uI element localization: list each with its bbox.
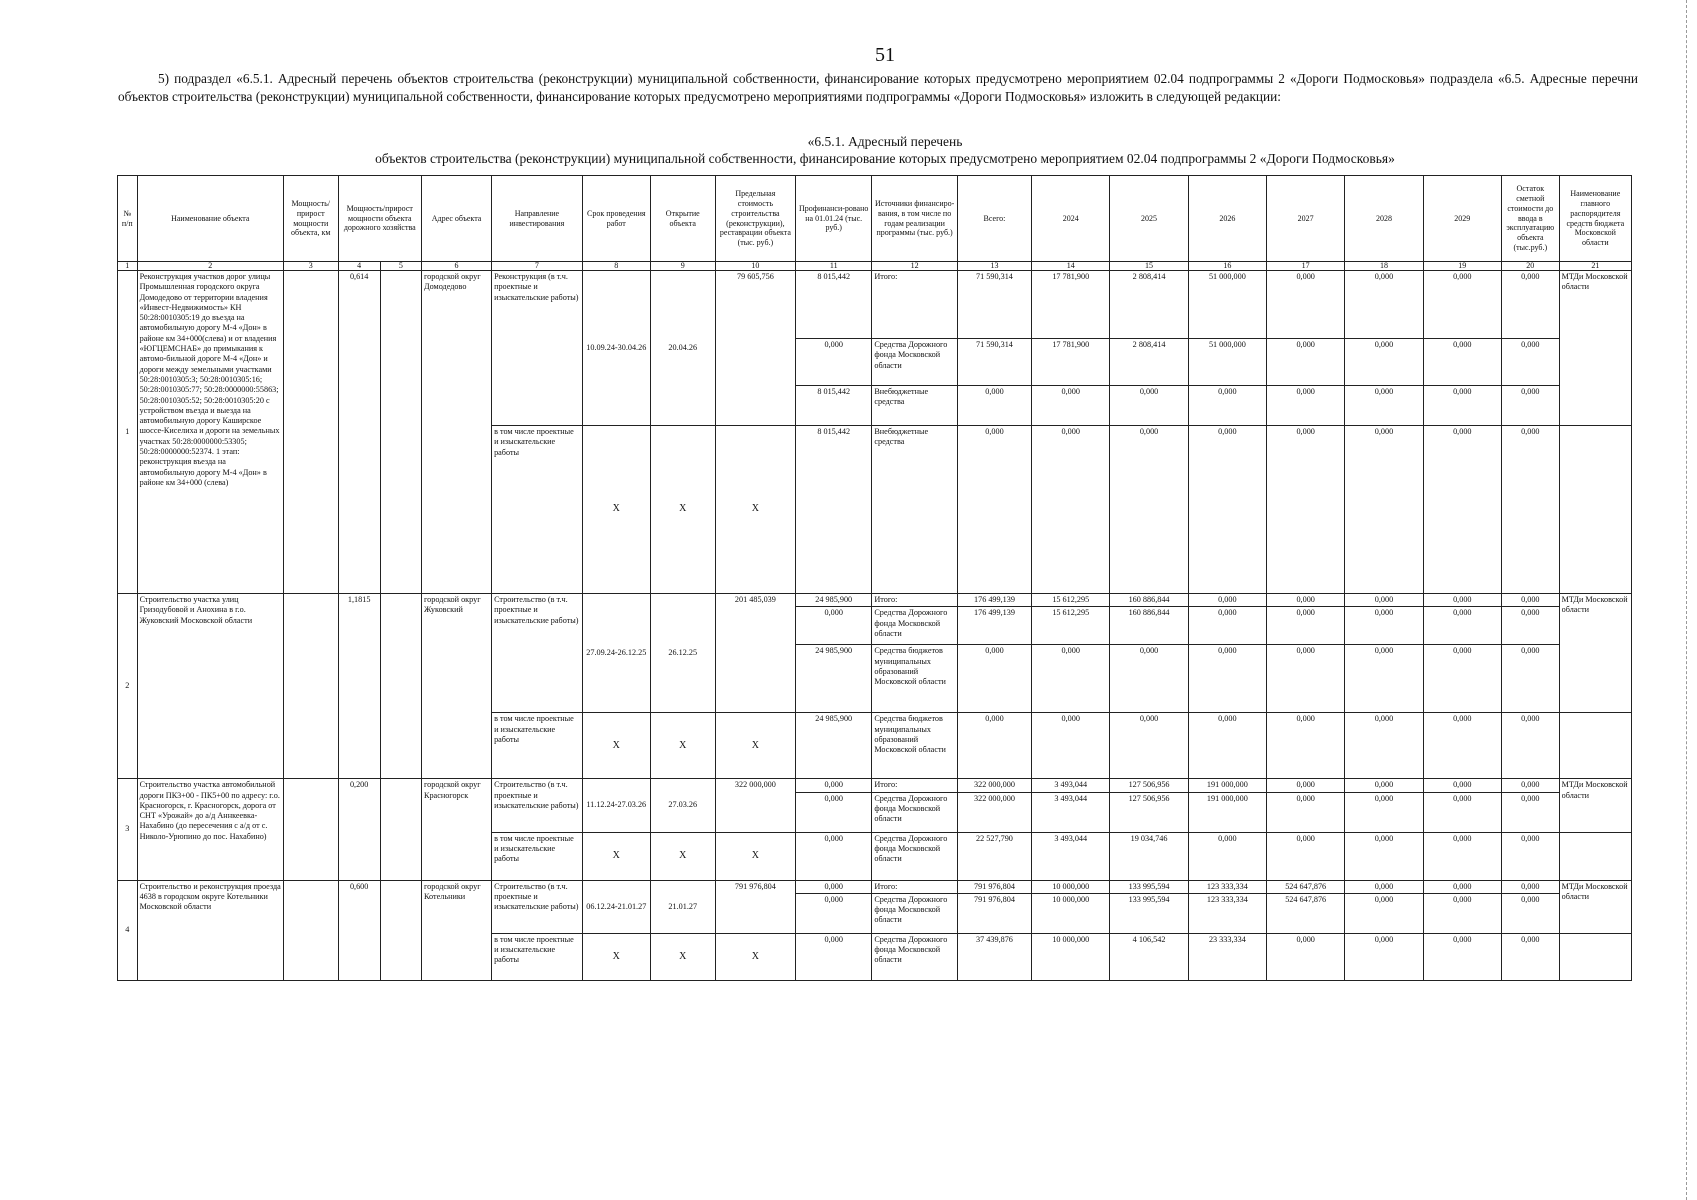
funding-source: Средства бюджетов муниципальных образований Московской области (872, 645, 958, 713)
header-cell: Адрес объекта (422, 176, 492, 262)
header-cell: Наименование объекта (137, 176, 283, 262)
funding-source: Средства Дорожного фонда Московской области (872, 339, 958, 386)
object-name: Реконструкция участков дорог улицы Промышленная городского округа Домодедово от территории владения «Инвест-Недвижимость» КН 50:28:0010305:19 до въезда на автомобильную дорогу М-4 «Дон» в районе км 34+000(слева) и от владения «ЮГЦЕМСНАБ» до примыкания к автомо-бильной дороге М-4 «Дон» и дороги между земельными участками 50:28:0010305:3; 50:28:0010305:16; 50:28:0010305:77; 50:28:0000000:55863; 50:28:0010305:52; 50:28:0010305:20 с устройством въезда и выезда на автомобильную дорогу Каширское шоссе-Киселиха и дороги на земельных участках 50:28:0000000:53305; 50:28:0000000:52374. 1 этап: реконструкция въезда на автомобильную дорогу М-4 «Дон» в районе км 34+000 (слева) (137, 271, 283, 594)
road-capacity-extra (380, 779, 421, 880)
total-value: 176 499,139 (957, 594, 1031, 607)
object-address: городской округ Красногорск (422, 779, 492, 880)
column-number: 14 (1032, 262, 1110, 271)
funding-source: Средства Дорожного фонда Московской области (872, 893, 958, 933)
object-address: городской округ Домодедово (422, 271, 492, 594)
year-2024-value: 10 000,000 (1032, 933, 1110, 980)
column-number: 10 (715, 262, 795, 271)
financed-value: 24 985,900 (796, 645, 872, 713)
year-2029-value: 0,000 (1423, 880, 1501, 893)
year-2029-value: 0,000 (1423, 607, 1501, 645)
year-2029-value: 0,000 (1423, 713, 1501, 779)
funding-source: Средства Дорожного фонда Московской области (872, 832, 958, 880)
funding-source: Итого: (872, 779, 958, 792)
year-2024-value: 3 493,044 (1032, 792, 1110, 832)
remaining-cost-value: 0,000 (1501, 779, 1559, 792)
year-2024-value: 15 612,295 (1032, 607, 1110, 645)
object-name: Строительство участка улиц Гризодубовой и Анохина в г.о. Жуковский Московской области (137, 594, 283, 779)
year-2025-value: 133 995,594 (1110, 880, 1188, 893)
year-2025-value: 160 886,844 (1110, 594, 1188, 607)
year-2029-value: 0,000 (1423, 832, 1501, 880)
header-cell: Источники финансиро-вания, в том числе по годам реализации программы (тыс. руб.) (872, 176, 958, 262)
year-2024-value: 3 493,044 (1032, 779, 1110, 792)
funding-source: Средства Дорожного фонда Московской области (872, 607, 958, 645)
opening-date: 27.03.26 (650, 779, 715, 832)
table-row (118, 779, 1632, 792)
funding-source: Итого: (872, 880, 958, 893)
investment-direction: Реконструкция (в т.ч. проектные и изыскательские работы) (492, 271, 583, 426)
header-cell: Открытие объекта (650, 176, 715, 262)
x-mark: X (582, 426, 650, 594)
header-cell: Направление инвестирования (492, 176, 583, 262)
year-2028-value: 0,000 (1345, 386, 1423, 426)
remaining-cost-value: 0,000 (1501, 426, 1559, 594)
year-2027-value: 0,000 (1267, 386, 1345, 426)
year-2025-value: 133 995,594 (1110, 893, 1188, 933)
x-mark: X (582, 713, 650, 779)
investment-direction-sub: в том числе проектные и изыскательские работы (492, 832, 583, 880)
manager-empty (1559, 832, 1631, 880)
manager-empty (1559, 713, 1631, 779)
year-2029-value: 0,000 (1423, 271, 1501, 339)
table-row (118, 594, 1632, 607)
table-subtitle: объектов строительства (реконструкции) муниципальной собственности, финансирование которых предусмотрено мероприятием 02.04 подпрограммы 2 «Дороги Подмосковья» (375, 151, 1395, 166)
year-2028-value: 0,000 (1345, 607, 1423, 645)
financed-value: 8 015,442 (796, 271, 872, 339)
financed-value: 0,000 (796, 339, 872, 386)
x-mark: X (715, 426, 795, 594)
financed-value: 8 015,442 (796, 426, 872, 594)
column-number: 6 (422, 262, 492, 271)
header-cell: Мощность/ прирост мощности объекта, км (283, 176, 338, 262)
opening-date: 26.12.25 (650, 594, 715, 713)
year-2026-value: 51 000,000 (1188, 339, 1266, 386)
column-number: 11 (796, 262, 872, 271)
work-term: 11.12.24-27.03.26 (582, 779, 650, 832)
year-2029-value: 0,000 (1423, 779, 1501, 792)
intro-paragraph: 5) подраздел «6.5.1. Адресный перечень объектов строительства (реконструкции) муниципальной собственности, финансирование которых предусмотрено мероприятием 02.04 подпрограммы 2 «Дороги Подмосковья» подраздела «6.5. Адресные перечни объектов строительства (реконструкции) муниципальной собственности, финансирование которых предусмотрено мероприятиями подпрограммы «Дороги Подмосковья» изложить в следующей редакции: (118, 71, 1638, 104)
object-number: 3 (118, 779, 138, 880)
year-2025-value: 19 034,746 (1110, 832, 1188, 880)
year-2029-value: 0,000 (1423, 792, 1501, 832)
header-cell: № п/п (118, 176, 138, 262)
table-row (118, 880, 1632, 893)
road-capacity: 0,614 (338, 271, 380, 594)
column-number-row (118, 262, 1632, 271)
opening-date: 21.01.27 (650, 880, 715, 933)
year-2025-value: 160 886,844 (1110, 607, 1188, 645)
remaining-cost-value: 0,000 (1501, 792, 1559, 832)
x-mark: X (582, 832, 650, 880)
budget-manager: МТДи Московской области (1559, 271, 1631, 426)
year-2025-value: 127 506,956 (1110, 792, 1188, 832)
total-value: 791 976,804 (957, 880, 1031, 893)
object-number: 1 (118, 271, 138, 594)
financed-value: 0,000 (796, 792, 872, 832)
year-2024-value: 17 781,900 (1032, 339, 1110, 386)
remaining-cost-value: 0,000 (1501, 832, 1559, 880)
year-2025-value: 0,000 (1110, 713, 1188, 779)
header-cell: 2028 (1345, 176, 1423, 262)
funding-source: Внебюджетные средства (872, 386, 958, 426)
header-cell: Срок проведения работ (582, 176, 650, 262)
header-cell: Всего: (957, 176, 1031, 262)
page-number: 51 (875, 44, 895, 66)
manager-empty (1559, 426, 1631, 594)
remaining-cost-value: 0,000 (1501, 271, 1559, 339)
header-cell: 2025 (1110, 176, 1188, 262)
year-2026-value: 0,000 (1188, 426, 1266, 594)
x-mark: X (715, 933, 795, 980)
column-number: 5 (380, 262, 421, 271)
column-number: 17 (1267, 262, 1345, 271)
funding-source: Средства Дорожного фонда Московской области (872, 933, 958, 980)
remaining-cost-value: 0,000 (1501, 893, 1559, 933)
year-2027-value: 524 647,876 (1267, 893, 1345, 933)
year-2025-value: 2 808,414 (1110, 339, 1188, 386)
year-2029-value: 0,000 (1423, 426, 1501, 594)
year-2028-value: 0,000 (1345, 426, 1423, 594)
year-2024-value: 0,000 (1032, 426, 1110, 594)
year-2024-value: 3 493,044 (1032, 832, 1110, 880)
cost-limit: 791 976,804 (715, 880, 795, 933)
total-value: 176 499,139 (957, 607, 1031, 645)
year-2025-value: 127 506,956 (1110, 779, 1188, 792)
column-number: 18 (1345, 262, 1423, 271)
header-cell: 2024 (1032, 176, 1110, 262)
x-mark: X (715, 832, 795, 880)
budget-manager: МТДи Московской области (1559, 779, 1631, 832)
year-2026-value: 51 000,000 (1188, 271, 1266, 339)
year-2027-value: 0,000 (1267, 339, 1345, 386)
budget-manager: МТДи Московской области (1559, 880, 1631, 933)
year-2027-value: 0,000 (1267, 792, 1345, 832)
year-2024-value: 0,000 (1032, 645, 1110, 713)
year-2029-value: 0,000 (1423, 933, 1501, 980)
opening-date: 20.04.26 (650, 271, 715, 426)
column-number: 19 (1423, 262, 1501, 271)
address-list-table (117, 175, 1632, 981)
year-2025-value: 0,000 (1110, 386, 1188, 426)
remaining-cost-value: 0,000 (1501, 880, 1559, 893)
column-number: 16 (1188, 262, 1266, 271)
year-2026-value: 191 000,000 (1188, 792, 1266, 832)
year-2027-value: 0,000 (1267, 594, 1345, 607)
capacity-empty (283, 779, 338, 880)
total-value: 322 000,000 (957, 792, 1031, 832)
total-value: 0,000 (957, 645, 1031, 713)
investment-direction-sub: в том числе проектные и изыскательские работы (492, 713, 583, 779)
year-2026-value: 0,000 (1188, 832, 1266, 880)
column-number: 3 (283, 262, 338, 271)
header-cell: Предельная стоимость строительства (реконструкции), реставрации объекта (тыс. руб.) (715, 176, 795, 262)
year-2024-value: 0,000 (1032, 386, 1110, 426)
year-2026-value: 0,000 (1188, 713, 1266, 779)
year-2027-value: 0,000 (1267, 832, 1345, 880)
year-2026-value: 191 000,000 (1188, 779, 1266, 792)
total-value: 37 439,876 (957, 933, 1031, 980)
year-2029-value: 0,000 (1423, 594, 1501, 607)
year-2027-value: 524 647,876 (1267, 880, 1345, 893)
year-2028-value: 0,000 (1345, 792, 1423, 832)
remaining-cost-value: 0,000 (1501, 645, 1559, 713)
column-number: 1 (118, 262, 138, 271)
road-capacity: 1,1815 (338, 594, 380, 779)
x-mark: X (582, 933, 650, 980)
year-2029-value: 0,000 (1423, 386, 1501, 426)
total-value: 71 590,314 (957, 339, 1031, 386)
investment-direction: Строительство (в т.ч. проектные и изыскательские работы) (492, 779, 583, 832)
cost-limit: 322 000,000 (715, 779, 795, 832)
remaining-cost-value: 0,000 (1501, 594, 1559, 607)
capacity-empty (283, 880, 338, 980)
year-2024-value: 17 781,900 (1032, 271, 1110, 339)
year-2028-value: 0,000 (1345, 933, 1423, 980)
remaining-cost-value: 0,000 (1501, 607, 1559, 645)
remaining-cost-value: 0,000 (1501, 339, 1559, 386)
year-2027-value: 0,000 (1267, 426, 1345, 594)
x-mark: X (650, 426, 715, 594)
year-2026-value: 23 333,334 (1188, 933, 1266, 980)
year-2028-value: 0,000 (1345, 339, 1423, 386)
total-value: 791 976,804 (957, 893, 1031, 933)
road-capacity: 0,600 (338, 880, 380, 980)
manager-empty (1559, 933, 1631, 980)
header-cell: Остаток сметной стоимости до ввода в эксплуатацию объекта (тыс.руб.) (1501, 176, 1559, 262)
x-mark: X (650, 713, 715, 779)
year-2024-value: 10 000,000 (1032, 893, 1110, 933)
column-number: 4 (338, 262, 380, 271)
year-2026-value: 0,000 (1188, 645, 1266, 713)
year-2024-value: 0,000 (1032, 713, 1110, 779)
financed-value: 0,000 (796, 832, 872, 880)
year-2028-value: 0,000 (1345, 832, 1423, 880)
column-number: 9 (650, 262, 715, 271)
header-cell: Наименование главного распорядителя средств бюджета Московской области (1559, 176, 1631, 262)
road-capacity: 0,200 (338, 779, 380, 880)
remaining-cost-value: 0,000 (1501, 933, 1559, 980)
funding-source: Средства бюджетов муниципальных образований Московской области (872, 713, 958, 779)
financed-value: 0,000 (796, 779, 872, 792)
column-number: 8 (582, 262, 650, 271)
year-2025-value: 0,000 (1110, 645, 1188, 713)
year-2026-value: 123 333,334 (1188, 893, 1266, 933)
funding-source: Средства Дорожного фонда Московской области (872, 792, 958, 832)
x-mark: X (715, 713, 795, 779)
financed-value: 24 985,900 (796, 594, 872, 607)
x-mark: X (650, 933, 715, 980)
year-2027-value: 0,000 (1267, 933, 1345, 980)
x-mark: X (650, 832, 715, 880)
object-name: Строительство и реконструкция проезда 4638 в городском округе Котельники Московской области (137, 880, 283, 980)
year-2027-value: 0,000 (1267, 607, 1345, 645)
column-number: 15 (1110, 262, 1188, 271)
funding-source: Внебюджетные средства (872, 426, 958, 594)
work-term: 06.12.24-21.01.27 (582, 880, 650, 933)
header-cell: 2026 (1188, 176, 1266, 262)
work-term: 10.09.24-30.04.26 (582, 271, 650, 426)
year-2028-value: 0,000 (1345, 271, 1423, 339)
year-2025-value: 2 808,414 (1110, 271, 1188, 339)
header-row (118, 176, 1632, 262)
header-cell: 2029 (1423, 176, 1501, 262)
year-2028-value: 0,000 (1345, 713, 1423, 779)
work-term: 27.09.24-26.12.25 (582, 594, 650, 713)
year-2029-value: 0,000 (1423, 339, 1501, 386)
year-2029-value: 0,000 (1423, 893, 1501, 933)
year-2028-value: 0,000 (1345, 779, 1423, 792)
page-edge-rule (1685, 0, 1687, 1200)
header-cell: Профинанси-ровано на 01.01.24 (тыс. руб.) (796, 176, 872, 262)
year-2028-value: 0,000 (1345, 594, 1423, 607)
road-capacity-extra (380, 271, 421, 594)
cost-limit: 201 485,039 (715, 594, 795, 713)
financed-value: 0,000 (796, 607, 872, 645)
year-2027-value: 0,000 (1267, 779, 1345, 792)
year-2027-value: 0,000 (1267, 271, 1345, 339)
remaining-cost-value: 0,000 (1501, 386, 1559, 426)
column-number: 2 (137, 262, 283, 271)
investment-direction-sub: в том числе проектные и изыскательские работы (492, 933, 583, 980)
header-cell: Мощность/прирост мощности объекта дорожного хозяйства (338, 176, 421, 262)
total-value: 322 000,000 (957, 779, 1031, 792)
total-value: 0,000 (957, 426, 1031, 594)
year-2026-value: 123 333,334 (1188, 880, 1266, 893)
total-value: 0,000 (957, 386, 1031, 426)
year-2026-value: 0,000 (1188, 607, 1266, 645)
cost-limit: 79 605,756 (715, 271, 795, 426)
object-address: городской округ Котельники (422, 880, 492, 980)
year-2026-value: 0,000 (1188, 386, 1266, 426)
investment-direction: Строительство (в т.ч. проектные и изыскательские работы) (492, 594, 583, 713)
object-number: 4 (118, 880, 138, 980)
year-2027-value: 0,000 (1267, 645, 1345, 713)
investment-direction: Строительство (в т.ч. проектные и изыскательские работы) (492, 880, 583, 933)
funding-source: Итого: (872, 271, 958, 339)
year-2025-value: 4 106,542 (1110, 933, 1188, 980)
funding-source: Итого: (872, 594, 958, 607)
year-2025-value: 0,000 (1110, 426, 1188, 594)
capacity-empty (283, 594, 338, 779)
table-row (118, 271, 1632, 339)
year-2029-value: 0,000 (1423, 645, 1501, 713)
column-number: 7 (492, 262, 583, 271)
investment-direction-sub: в том числе проектные и изыскательские работы (492, 426, 583, 594)
year-2028-value: 0,000 (1345, 880, 1423, 893)
financed-value: 8 015,442 (796, 386, 872, 426)
year-2024-value: 15 612,295 (1032, 594, 1110, 607)
road-capacity-extra (380, 594, 421, 779)
object-name: Строительство участка автомобильной дороги ПК3+00 - ПК5+00 по адресу: г.о. Красногорск, г. Красногорск, дорога от СНТ «Урожай» до а/д Аннкеевка-Нахабино (до пересечения с а/д от с. Николо-Урюпино до пос. Нахабино) (137, 779, 283, 880)
total-value: 0,000 (957, 713, 1031, 779)
capacity-empty (283, 271, 338, 594)
column-number: 20 (1501, 262, 1559, 271)
financed-value: 24 985,900 (796, 713, 872, 779)
financed-value: 0,000 (796, 933, 872, 980)
road-capacity-extra (380, 880, 421, 980)
remaining-cost-value: 0,000 (1501, 713, 1559, 779)
financed-value: 0,000 (796, 893, 872, 933)
year-2027-value: 0,000 (1267, 713, 1345, 779)
object-number: 2 (118, 594, 138, 779)
total-value: 71 590,314 (957, 271, 1031, 339)
object-address: городской округ Жуковский (422, 594, 492, 779)
year-2024-value: 10 000,000 (1032, 880, 1110, 893)
column-number: 21 (1559, 262, 1631, 271)
total-value: 22 527,790 (957, 832, 1031, 880)
budget-manager: МТДи Московской области (1559, 594, 1631, 713)
year-2026-value: 0,000 (1188, 594, 1266, 607)
column-number: 13 (957, 262, 1031, 271)
table-title: «6.5.1. Адресный перечень (807, 134, 963, 149)
financed-value: 0,000 (796, 880, 872, 893)
header-cell: 2027 (1267, 176, 1345, 262)
year-2028-value: 0,000 (1345, 645, 1423, 713)
year-2028-value: 0,000 (1345, 893, 1423, 933)
column-number: 12 (872, 262, 958, 271)
